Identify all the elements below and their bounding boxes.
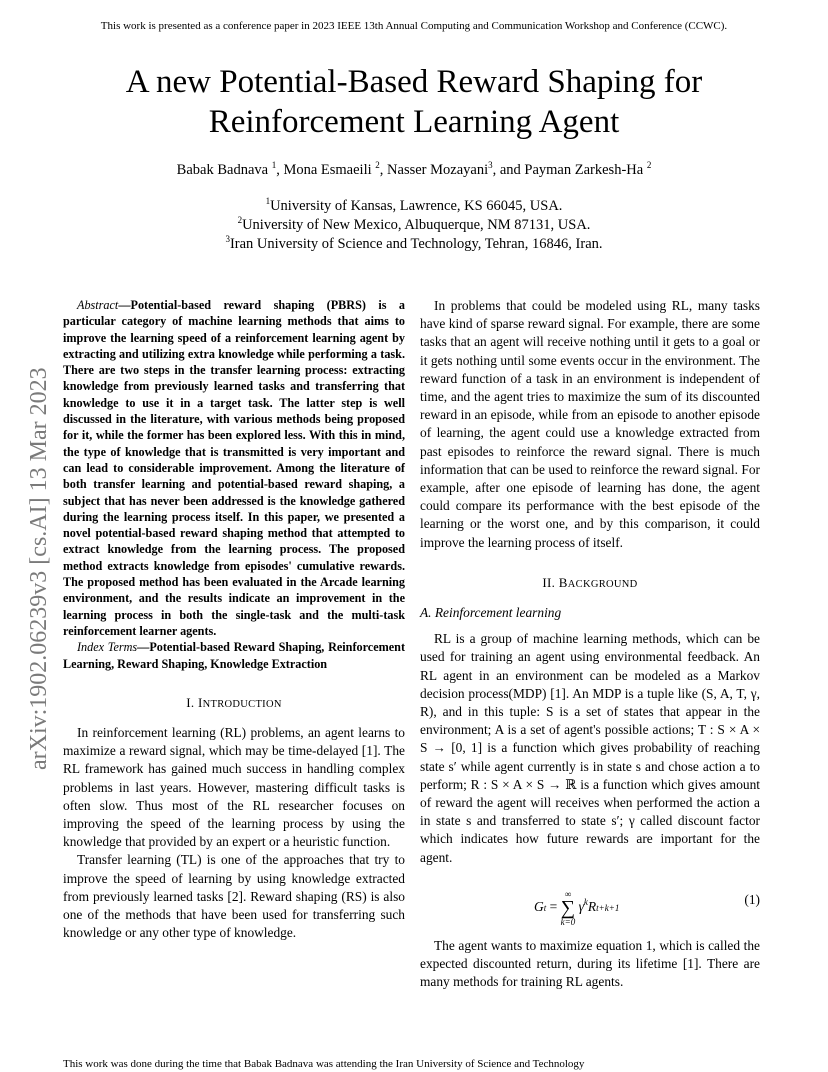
- affiliation-line: [0, 197, 828, 216]
- affiliation-text: Iran University of Science and Technology, Tehran, 16846, Iran.: [229, 236, 603, 252]
- equation-1: [420, 881, 760, 925]
- affiliation-mark: 1: [265, 196, 271, 206]
- index-terms-text: Potential-based Reward Shaping, Reinforcement Learning, Reward Shaping, Knowledge Extraction: [63, 640, 406, 671]
- index-terms-label: Index Terms: [77, 640, 138, 655]
- right-column: [420, 297, 760, 992]
- left-column: [63, 297, 405, 942]
- author-separator: ,: [379, 162, 388, 178]
- author-name: Payman Zarkesh-Ha: [524, 162, 647, 178]
- footnote: This work was done during the time that Babak Badnava was attending the Iran University of Science and Technology: [63, 1058, 585, 1070]
- abstract-text: Potential-based reward shaping (PBRS) is a particular category of machine learning methods that aims to improve the learning speed of a reinforcement learning agent by extracting and utilizing extra knowledge while performing a task. There are two steps in the transfer learning process: extracting knowledge from previously learned tasks and transferring that knowledge to use it in a target task. The latter step is well discussed in the literature, with various methods being proposed for it, while the former has been explored less. With this in mind, the type of knowledge that is transmitted is very important and can lead to considerable improvement. Among the literature of both transfer learning and potential-based reward shaping, a subject that has never been addressed is the knowledge gathered during the learning process itself. In this paper, we presented a novel potential-based reward shaping method that attempted to extract knowledge from the learning process. The proposed method extracts knowledge from episodes' cumulative rewards. The proposed method has been evaluated in the Arcade learning environment, and the results indicate an improvement in the learning process in both the single-task and the multi-task reinforcement learner agents.: [63, 298, 405, 638]
- equation-body: Gt = ∞ ∑ k=0 $\gamma^kRt+k+1$: [534, 888, 620, 927]
- abstract-label: Abstract: [77, 298, 119, 312]
- title-line-2: Reinforcement Learning Agent: [208, 104, 620, 140]
- affiliation-text: University of New Mexico, Albuquerque, NM 87131, USA.: [242, 217, 591, 233]
- affiliation-text: University of Kansas, Lawrence, KS 66045, USA.: [270, 198, 563, 214]
- author-name: Babak Badnava: [176, 162, 272, 178]
- author-affil-mark: 2: [646, 160, 652, 170]
- section-heading-background: II. BACKGROUND: [542, 574, 638, 590]
- arxiv-identifier: arXiv:1902.06239v3 [cs.AI] 13 Mar 2023: [26, 367, 52, 770]
- equation-number: (1): [744, 891, 760, 907]
- affiliation-line: [0, 216, 828, 235]
- section-heading-introduction: I. INTRODUCTION: [186, 694, 282, 710]
- author-affil-mark: 2: [375, 160, 380, 170]
- author-separator: , and: [492, 162, 525, 178]
- affiliation-line: [0, 235, 828, 254]
- author-name: Nasser Mozayani: [387, 162, 489, 178]
- author-name: Mona Esmaeili: [283, 162, 376, 178]
- author-separator: ,: [276, 162, 284, 178]
- index-terms: Index Terms—Potential-based Reward Shaping, Reinforcement Learning, Reward Shaping, Knowledge Extraction: [63, 640, 406, 671]
- paper-title: [0, 62, 828, 142]
- body-paragraph: In problems that could be modeled using RL, many tasks have kind of sparse reward signal. For example, there are some tasks that an agent will receive nothing until it gets to a goal or it gets nothing until some events occur in the environment. The reward function of a task in an environment is independent of time, and the agent tries to maximize the sum of its discounted reward in an episode, while from an episode to another episode of learning, the agent could use a knowledge extracted from past episodes to reinforce the reward signal. There is much information that can be used to reinforce the reward signal. For example, after one episode of learning has done, the agent could compare its performance with the best episode of the learning or the worst one, and by this comparison, it could improve the learning process of itself.: [420, 298, 760, 550]
- title-line-1: A new Potential-Based Reward Shaping for: [125, 64, 703, 100]
- author-list: [0, 162, 828, 179]
- body-paragraph: RL is a group of machine learning methods, which can be used for training an agent using environmental feedback. An RL agent in an environment can be modeled as a Markov decision process(MDP) [1]. An MDP is a tuple like (S, A, T, γ, R), and in this tuple: S is a set of states that appear in the environment; A is a set of agent's possible actions; T : S × A × S → [0, 1] is a function which gives probability of reaching state s′ while agent currently is in state s and chose action a to perform; R : S × A × S → ℝ is a function which gives amount of reward the agent will receives when performed the action a in state s and transferred to state s′; γ called discount factor which indicates how future rewards are important for the agent.: [420, 631, 760, 865]
- affiliations: [0, 197, 828, 254]
- intro-paragraph: In reinforcement learning (RL) problems, an agent learns to maximize a reward signal, which may be time-delayed [1]. The RL framework has gained much success in handling complex problems in last years. However, mastering difficult tasks is often slow. Thus most of the RL researcher focuses on improving the speed of the learning process by using the knowledge that provided by an expert or a heuristic function.: [63, 725, 405, 850]
- body-paragraph: The agent wants to maximize equation 1, which is called the expected discounted return, during its lifetime [1]. There are many methods for training RL agents.: [420, 937, 760, 990]
- affiliation-mark: 3: [225, 234, 230, 244]
- abstract: Abstract—Potential-based reward shaping (PBRS) is a particular category of machine learning methods that aims to improve the learning speed of a reinforcement learning agent by extracting and utilizing extra knowledge while performing a task. There are two steps in the transfer learning process: extracting knowledge from previously learned tasks and transferring that knowledge to use it in a target task. The latter step is well discussed in the literature, with various methods being proposed for it, while the former has been explored less. With this in mind, the type of knowledge that is transmitted is very important and can lead to considerable improvement. Among the literature of both transfer learning and potential-based reward shaping, a subject that has never been addressed is the knowledge gathered during the learning process itself. In this paper, we presented a novel potential-based reward shaping method that attempted to extract knowledge from the learning process. The proposed method extracts knowledge from episodes' cumulative rewards. The proposed method has been evaluated in the Arcade learning environment, and the results indicate an improvement in the learning process in both the single-task and the multi-task reinforcement learner agents.: [63, 298, 405, 638]
- affiliation-mark: 2: [237, 215, 243, 225]
- author-affil-mark: 1: [271, 160, 277, 170]
- author-affil-mark: 3: [488, 160, 493, 170]
- subsection-heading: A. Reinforcement learning: [420, 605, 562, 621]
- conference-note: This work is presented as a conference paper in 2023 IEEE 13th Annual Computing and Communication Workshop and Conference (CCWC).: [100, 20, 728, 32]
- intro-paragraph: Transfer learning (TL) is one of the approaches that try to improve the speed of learning by using knowledge extracted from previously learned tasks [2]. Reward shaping (RS) is also one of the methods that have been used for transferring such knowledge or any other type of knowledge.: [63, 852, 405, 941]
